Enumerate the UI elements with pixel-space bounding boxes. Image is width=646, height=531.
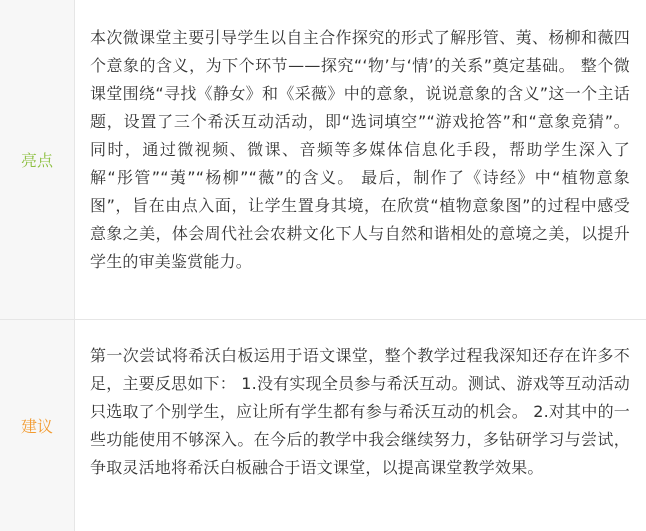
suggestions-label: 建议 [0, 320, 75, 531]
suggestions-text: 第一次尝试将希沃白板运用于语文课堂，整个教学过程我深知还存在许多不足，主要反思如下： 1.没有实现全员参与希沃互动。测试、游戏等互动活动只选取了个别学生，应让所有学生都有参与希沃互动的机会。 2.对其中的一些功能使用不够深入。在今后的教学中我会继续努力，多钻研学习与尝试，争取灵活地将希沃白板融合于语文课堂，以提高课堂教学效果。 [90, 346, 630, 477]
suggestions-row [0, 320, 646, 531]
highlights-label: 亮点 [0, 0, 75, 319]
highlights-text: 本次微课堂主要引导学生以自主合作探究的形式了解彤管、荑、杨柳和薇四个意象的含义，为下个环节——探究“‘物’与‘情’的关系”奠定基础。 整个微课堂围绕“寻找《静女》和《采薇》中的意象，说说意象的含义”这一个主话题，设置了三个希沃互动活动，即“选词填空”“游戏抢答”和“意象竞猜”。 同时，通过微视频、微课、音频等多媒体信息化手段，帮助学生深入了解“彤管”“荑”“杨柳”“薇”的含义。 最后，制作了《诗经》中“植物意象图”，旨在由点入面，让学生置身其境，在欣赏“植物意象图”的过程中感受意象之美，体会周代社会农耕文化下人与自然和谐相处的意境之美，以提升学生的审美鉴赏能力。 [90, 28, 630, 271]
suggestions-content [75, 320, 646, 531]
highlights-content [75, 0, 646, 319]
